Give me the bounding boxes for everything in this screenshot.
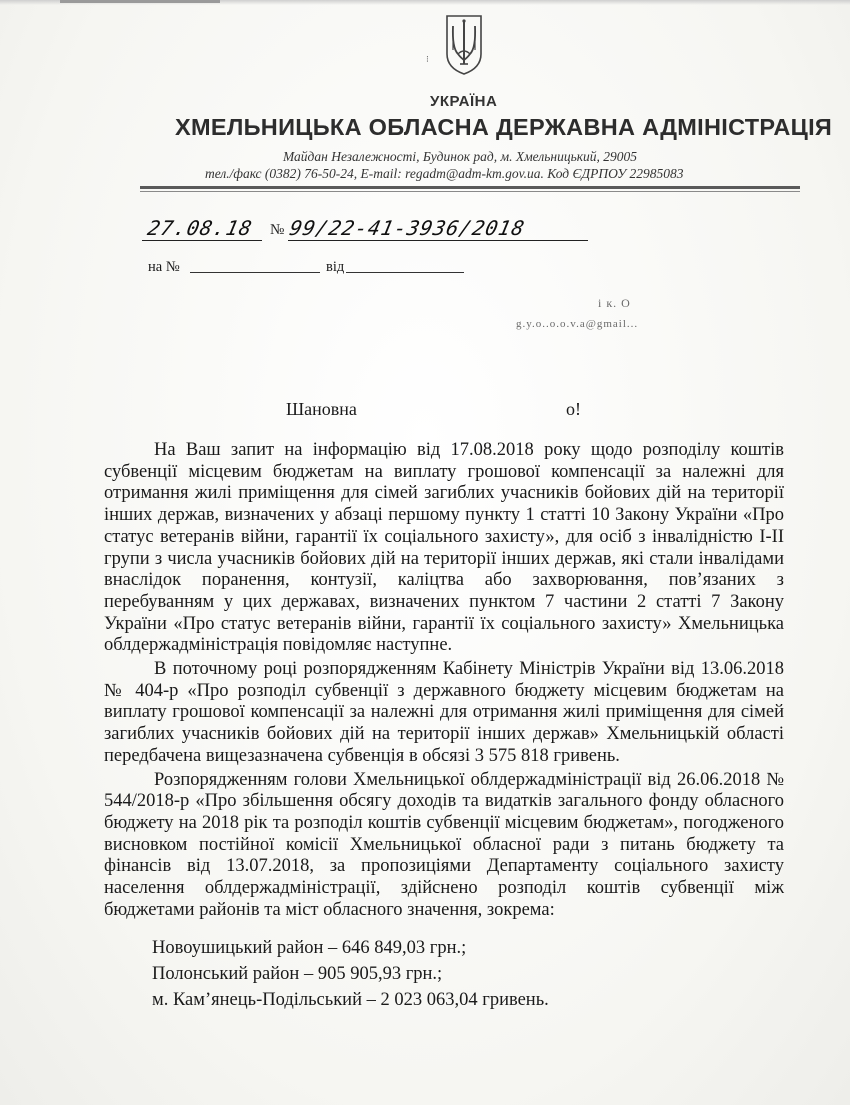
reference-number-blank bbox=[190, 272, 320, 273]
organization-contacts: тел./факс (0382) 76-50-24, E-mail: regadm@adm-km.gov.ua. Код ЄДРПОУ 22985083 bbox=[205, 166, 684, 181]
allocation-item: Полонський район – 905 905,93 грн.; bbox=[152, 964, 443, 985]
reference-date-label: від bbox=[326, 259, 345, 275]
reference-line bbox=[148, 259, 478, 279]
registration-number-underline bbox=[288, 240, 588, 241]
registration-date: 27.08.18 bbox=[145, 216, 255, 240]
registration-date-underline bbox=[142, 240, 262, 241]
body-paragraph: Розпорядженням голови Хмельницької облдержадміністрації від 26.06.2018 № 544/2018-р «Про збільшення обсягу доходів та видатків загального фонду обласного бюджету на 2018 рік та розподіл коштів субвенції місцевим бюджетам», погодженого висновком постійної комісії Хмельницької обласної ради з питань бюджету та фінансів від 13.07.2018, за пропозиціями Департаменту соціального захисту населення облдержадміністрації, здійснено розподіл коштів субвенції між бюджетами районів та міст обласного значення, зокрема: bbox=[104, 769, 784, 920]
allocation-item: м. Кам’янець-Подільський – 2 023 063,04 гривень. bbox=[152, 990, 549, 1011]
trident-coat-of-arms-icon bbox=[444, 14, 484, 76]
scan-top-mark bbox=[60, 0, 220, 3]
salutation-end: о! bbox=[566, 399, 581, 419]
country-name: УКРАЇНА bbox=[430, 93, 498, 110]
allocation-item: Новоушицький район – 646 849,03 грн.; bbox=[152, 938, 467, 959]
header-divider bbox=[140, 186, 800, 189]
registration-line bbox=[140, 214, 600, 244]
header-divider-thin bbox=[140, 191, 800, 192]
organization-address: Майдан Незалежності, Будинок рад, м. Хмельницький, 29005 bbox=[283, 149, 638, 164]
recipient-email-remnant: g.y.o..o.o.v.a@gmail... bbox=[516, 318, 639, 330]
body-paragraph: В поточному році розпорядженням Кабінету Міністрів України від 13.06.2018 № 404-р «Про розподіл субвенції з державного бюджету місцевим бюджетам на виплату грошової компенсації за належні для отримання жилі приміщення для сімей загиблих учасників бойових дій на території інших держав» Хмельницькій області передбачена вищезазначена субвенція в обсязі 3 575 818 гривень. bbox=[104, 659, 784, 766]
side-mark: ⁝ bbox=[426, 54, 429, 64]
letter-body bbox=[104, 440, 784, 1013]
reference-number-label: на № bbox=[148, 259, 180, 275]
body-paragraph: На Ваш запит на інформацію від 17.08.2018 року щодо розподілу коштів субвенції місцевим бюджетам на виплату грошової компенсації за належні для отримання жилі приміщення для сімей загиблих учасників бойових дій на території інших держав, визначених у абзаці першому пункту 1 статті 10 Закону України «Про статус ветеранів війни, гарантії їх соціального захисту», для осіб з інвалідністю І-ІІ групи з числа учасників бойових дій на території інших держав, які стали інвалідами внаслідок поранення, контузії, каліцтва або захворювання, пов’язаних з перебуванням у цих державах, визначених пунктом 7 частини 2 статті 7 Закону України «Про статус ветеранів війни, гарантії їх соціального захисту» Хмельницька облдержадміністрація повідомляє наступне. bbox=[104, 440, 784, 656]
recipient-remnant: і к. О bbox=[598, 296, 631, 310]
organization-name: ХМЕЛЬНИЦЬКА ОБЛАСНА ДЕРЖАВНА АДМІНІСТРАЦІЯ bbox=[175, 114, 833, 140]
reference-date-blank bbox=[346, 272, 464, 273]
registration-number: 99/22-41-3936/2018 bbox=[287, 216, 528, 240]
allocation-list bbox=[152, 935, 784, 1013]
salutation-start: Шановна bbox=[286, 399, 357, 419]
registration-number-label: № bbox=[270, 222, 285, 238]
